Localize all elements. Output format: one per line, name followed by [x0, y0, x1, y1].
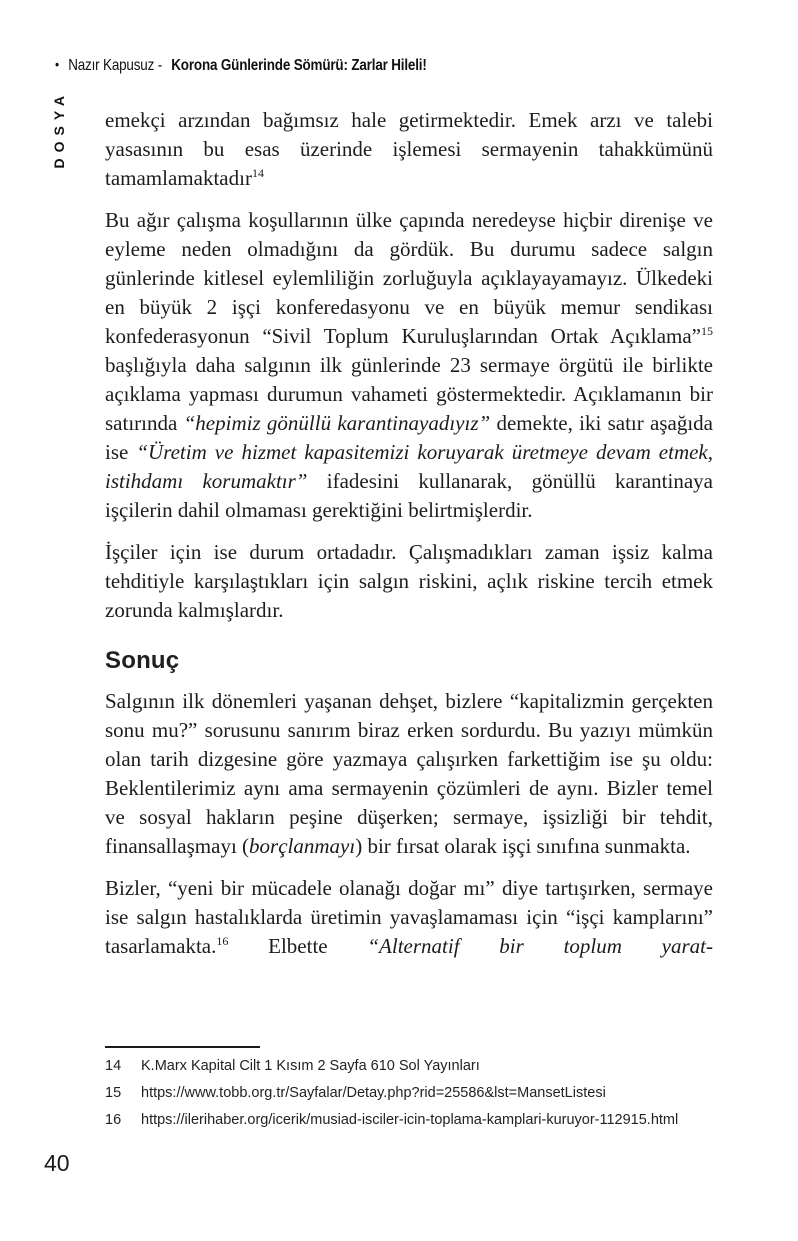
paragraphs-before-heading: [105, 106, 713, 625]
footnote-item: [105, 1053, 713, 1080]
quoted-italic-text: “hepimiz gönüllü karantinayadıyız”: [183, 411, 491, 435]
body-text-column: [105, 106, 713, 974]
text-run: İşçiler için ise durum ortadadır. Çalışmadıkları zaman işsiz kalma tehditiyle karşılaştıkları için salgın riskini, açlık riskine tercih etmek zorunda kalmışlardır.: [105, 540, 713, 622]
text-run: ) bir fırsat olarak işçi sınıfına sunmakta.: [355, 834, 691, 858]
footnote-number: 16: [105, 1112, 122, 1128]
footnote-number: 15: [105, 1085, 122, 1101]
footnote-ref: 14: [251, 166, 264, 180]
footnote-list: [105, 1053, 713, 1134]
quoted-italic-text: “Üretim ve hizmet kapasitemizi koruyarak üretmeye devam etmek, istihdamı korumaktır”: [105, 440, 714, 493]
footnote-text: K.Marx Kapital Cilt 1 Kısım 2 Sayfa 610 Sol Yayınları: [141, 1058, 480, 1074]
quoted-italic-text: borçlanmayı: [249, 834, 356, 858]
section-heading: Sonuç: [105, 647, 180, 674]
text-run: Bizler, “yeni bir mücadele olanağı doğar mı” diye tartışırken, sermaye ise salgın hastalıklarda üretimin yavaşlamaması için “işçi kamplarını” tasarlamakta.: [105, 876, 713, 958]
header-article-title: Korona Günlerinde Sömürü: Zarlar Hileli!: [171, 57, 427, 74]
bullet-icon: •: [55, 56, 59, 72]
text-run: başlığıyla daha salgının ilk günlerinde 23 sermaye örgütü ile birlikte açıklama yapması durumun vahameti göstermektedir. Açıklamanın bir satırında: [105, 353, 713, 435]
paragraphs-after-heading: [105, 687, 713, 961]
paragraph: [105, 874, 713, 961]
paragraph: [105, 106, 713, 193]
footnotes: [105, 1046, 713, 1134]
header-author: Nazır Kapusuz -: [68, 57, 163, 74]
page-number: 40: [44, 1150, 70, 1176]
footnote-text: https://www.tobb.org.tr/Sayfalar/Detay.php?rid=25586&lst=MansetListesi: [141, 1085, 606, 1101]
footnote-separator-rule: [105, 1046, 260, 1048]
footnote-item: [105, 1080, 713, 1107]
paragraph: [105, 206, 713, 525]
text-run: ifadesini kullanarak, gönüllü karantinaya işçilerin dahil olmaması gerektiğini belirtmişlerdir.: [105, 469, 713, 522]
text-run: demekte, iki satır aşağıda ise: [105, 411, 714, 464]
quoted-italic-text: “Alternatif bir toplum yarat-: [367, 934, 713, 958]
running-header: [55, 57, 427, 75]
text-run: Bu ağır çalışma koşullarının ülke çapında neredeyse hiçbir direnişe ve eyleme neden olmadığını da gördük. Bu durumu sadece salgın günlerinde kitlesel eylemliliğin zorluğuyla açıklayayamayız. Ülkedeki en büyük 2 işçi konferedasyonu ve en büyük memur sendikası konfederasyonun “Sivil Toplum Kuruluşlarından Ortak Açıklama”: [105, 208, 713, 348]
paragraph: [105, 538, 713, 625]
footnote-item: [105, 1107, 713, 1134]
footnote-text: https://ilerihaber.org/icerik/musiad-isciler-icin-toplama-kamplari-kuruyor-112915.html: [141, 1112, 679, 1128]
text-run: emekçi arzından bağımsız hale getirmektedir. Emek arzı ve talebi yasasının bu esas üzerinde işlemesi sermayenin tahakkümünü tamamlamaktadır: [105, 108, 713, 190]
footnote-ref: 15: [701, 324, 713, 338]
text-run: Salgının ilk dönemleri yaşanan dehşet, bizlere “kapitalizmin gerçekten sonu mu?” sorusunu sanırım biraz erken sordurdu. Bu yazıyı mümkün olan tarih dizgesine göre yazmaya çalışırken farkettiğim ise şu oldu: Beklentilerimiz aynı ama sermayenin çözümleri de aynı. Bizler temel ve sosyal hakların peşine düşerken; sermaye, işsizliği bir tehdit, finansallaşmayı (: [105, 689, 713, 858]
paragraph: [105, 687, 713, 861]
footnote-number: 14: [105, 1058, 122, 1074]
footnote-ref: 16: [216, 934, 229, 948]
side-label-dosya: DOSYA: [51, 90, 67, 169]
text-run: Elbette: [228, 934, 368, 958]
